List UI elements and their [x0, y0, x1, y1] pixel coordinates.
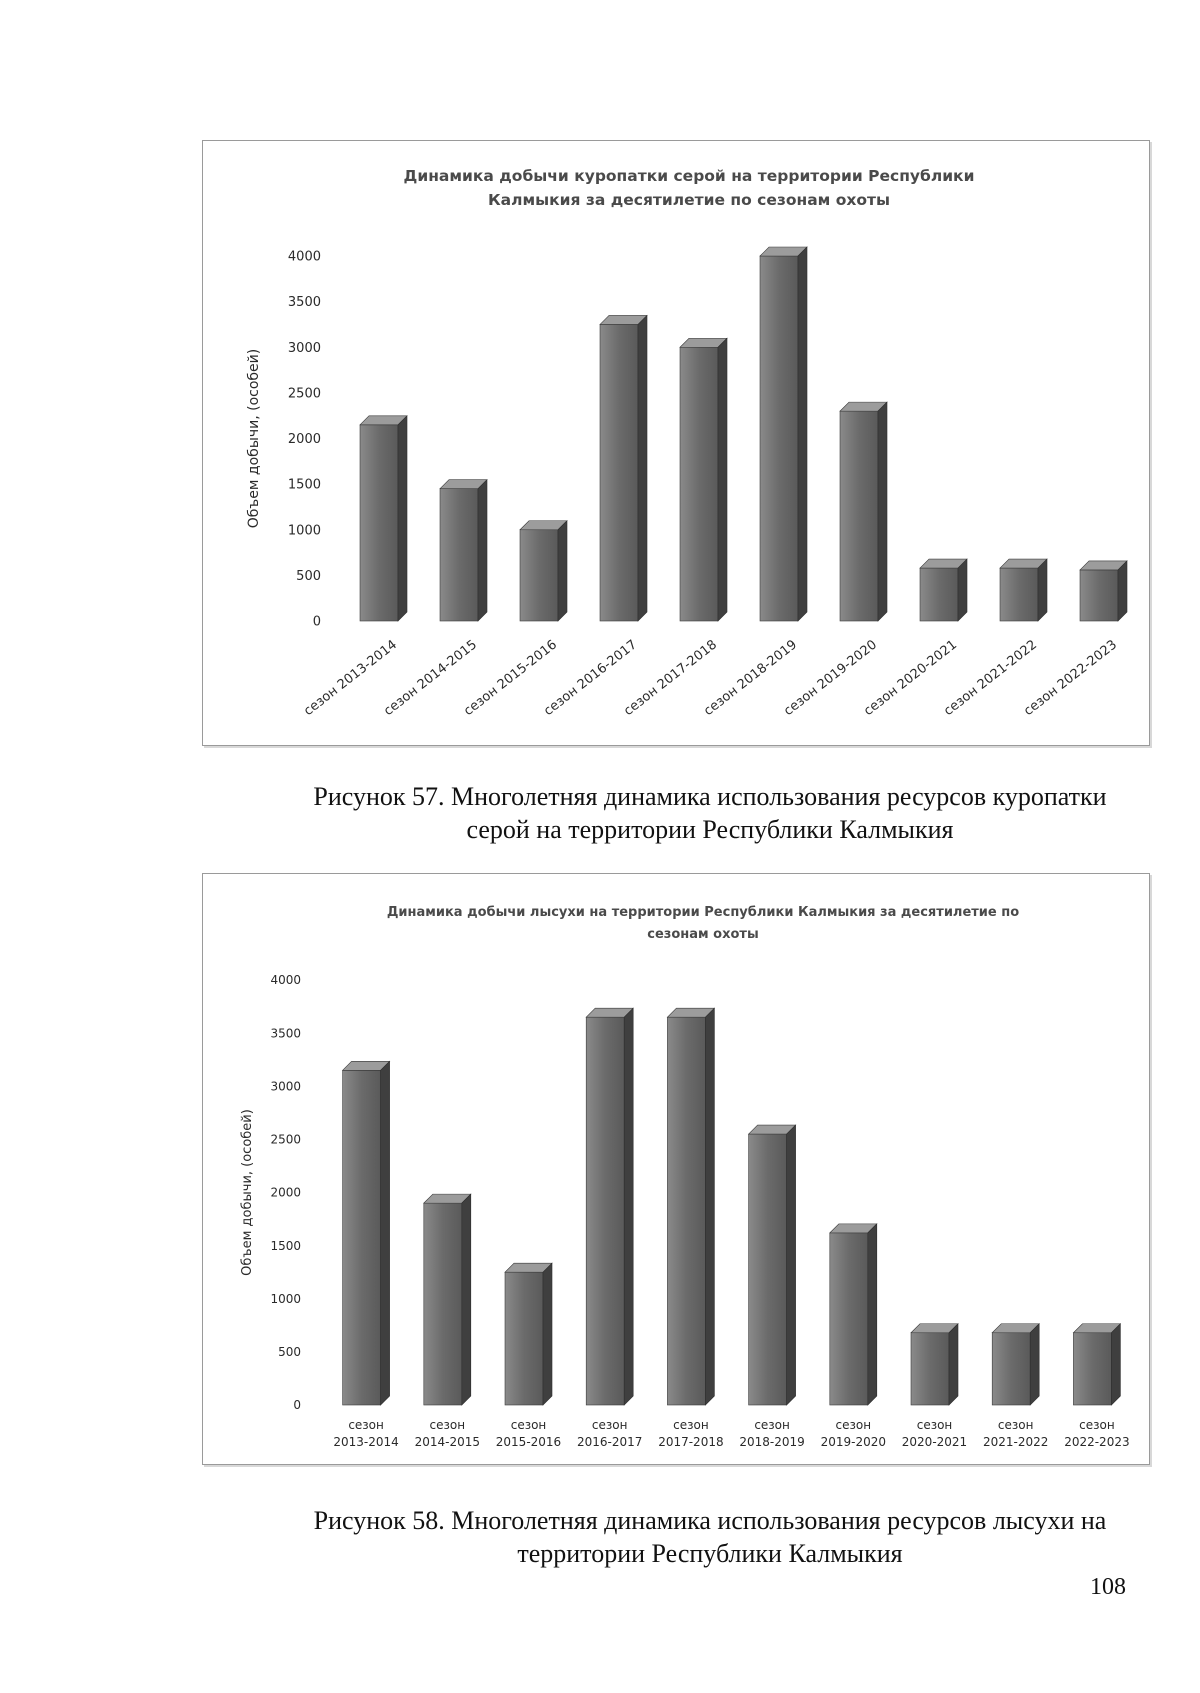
y-tick-label: 0	[293, 1398, 301, 1413]
x-category-label: сезон	[1079, 1418, 1115, 1432]
y-tick-label: 3000	[270, 1079, 301, 1094]
chart-coot-svg	[203, 874, 1149, 1464]
bar	[440, 489, 478, 621]
x-category-label: 2022-2023	[1064, 1435, 1130, 1449]
x-category-label: сезон 2018-2019	[701, 637, 800, 720]
y-tick-label: 2000	[287, 432, 321, 448]
x-category-label: сезон 2021-2022	[941, 637, 1040, 720]
x-category-label: сезон	[673, 1418, 709, 1432]
bar	[600, 324, 638, 621]
bar-side-face	[868, 1224, 877, 1405]
chart-title-line: Динамика добычи куропатки серой на территории Республики	[403, 167, 975, 185]
x-category-label: сезон	[348, 1418, 384, 1432]
y-tick-label: 0	[312, 614, 321, 630]
y-tick-label: 3000	[287, 340, 321, 356]
x-category-label: сезон 2014-2015	[381, 637, 480, 720]
bar	[1073, 1333, 1111, 1405]
x-category-label: сезон 2016-2017	[541, 637, 640, 720]
x-category-label: сезон 2020-2021	[861, 637, 960, 720]
x-category-label: сезон 2019-2020	[781, 637, 880, 720]
bar	[840, 411, 878, 621]
y-tick-label: 2000	[270, 1185, 301, 1200]
bar	[749, 1134, 787, 1405]
bar	[920, 568, 958, 621]
bar-side-face	[798, 247, 807, 621]
figure-58-caption-line-1: Рисунок 58. Многолетняя динамика использования ресурсов лысухи на	[313, 1506, 1107, 1535]
bar	[343, 1070, 381, 1405]
x-category-label: 2013-2014	[333, 1435, 399, 1449]
y-tick-label: 3500	[287, 295, 321, 311]
bar-side-face	[543, 1263, 552, 1405]
bar-side-face	[478, 480, 487, 621]
x-category-label: сезон	[997, 1418, 1034, 1432]
x-category-label: сезон 2013-2014	[301, 637, 400, 720]
bar-side-face	[705, 1008, 714, 1405]
bar-side-face	[462, 1194, 471, 1405]
x-category-label: 2020-2021	[901, 1435, 968, 1449]
bar-side-face	[558, 521, 567, 621]
bar-side-face	[718, 338, 727, 621]
bar-side-face	[1030, 1324, 1039, 1405]
bar	[424, 1203, 462, 1405]
bar-side-face	[878, 402, 887, 621]
bar-side-face	[398, 416, 407, 621]
x-category-label: 2016-2017	[576, 1435, 643, 1449]
chart-partridge-harvest	[202, 140, 1150, 746]
bar	[586, 1017, 624, 1405]
bar	[992, 1333, 1030, 1405]
y-axis-title: Объем добычи, (особей)	[240, 1109, 255, 1276]
y-axis-title: Объем добычи, (особей)	[246, 348, 262, 529]
x-category-label: 2018-2019	[739, 1435, 805, 1449]
y-tick-label: 2500	[287, 386, 321, 402]
bar	[505, 1272, 543, 1405]
y-tick-label: 1000	[270, 1291, 301, 1306]
bar	[667, 1017, 705, 1405]
bar-side-face	[1038, 559, 1047, 621]
bar	[360, 425, 398, 621]
bar-side-face	[1118, 561, 1127, 621]
x-category-label: сезон	[591, 1418, 628, 1432]
bar	[1080, 570, 1118, 621]
y-tick-label: 1000	[287, 523, 321, 539]
x-category-label: 2019-2020	[820, 1435, 887, 1449]
bar-side-face	[638, 315, 647, 621]
chart-title-line: Динамика добычи лысухи на территории Республики Калмыкия за десятилетие по	[386, 905, 1020, 920]
figure-58-caption	[270, 1504, 1150, 1570]
bar-side-face	[381, 1061, 390, 1405]
y-tick-label: 3500	[270, 1026, 301, 1041]
y-tick-label: 1500	[270, 1238, 301, 1253]
x-category-label: сезон	[429, 1418, 466, 1432]
figure-58-caption-line-2: территории Республики Калмыкия	[517, 1539, 903, 1568]
bar	[760, 256, 798, 621]
bar-side-face	[1111, 1324, 1120, 1405]
y-tick-label: 4000	[270, 973, 301, 988]
bar	[911, 1333, 949, 1405]
x-category-label: 2015-2016	[495, 1435, 562, 1449]
chart-partridge-svg	[203, 141, 1149, 745]
x-category-label: сезон	[754, 1418, 790, 1432]
x-category-label: 2017-2018	[658, 1435, 724, 1449]
page-number: 108	[1090, 1574, 1126, 1600]
bar-side-face	[949, 1324, 958, 1405]
x-category-label: сезон	[835, 1418, 872, 1432]
x-category-label: сезон 2017-2018	[621, 637, 720, 720]
y-tick-label: 2500	[270, 1132, 301, 1147]
figure-57-caption-line-1: Рисунок 57. Многолетняя динамика использования ресурсов куропатки	[313, 782, 1107, 811]
bar-side-face	[958, 559, 967, 621]
y-tick-label: 500	[296, 568, 321, 584]
bar-side-face	[624, 1008, 633, 1405]
chart-title-line: Калмыкия за десятилетие по сезонам охоты	[487, 191, 891, 209]
figure-57-caption	[270, 780, 1150, 846]
y-tick-label: 500	[278, 1345, 301, 1360]
y-tick-label: 1500	[287, 477, 321, 493]
x-category-label: сезон	[916, 1418, 953, 1432]
chart-title-line: сезонам охоты	[647, 927, 759, 942]
y-tick-label: 4000	[287, 249, 321, 265]
bar	[680, 347, 718, 621]
chart-coot-harvest	[202, 873, 1150, 1465]
x-category-label: 2021-2022	[982, 1435, 1049, 1449]
bar	[830, 1233, 868, 1405]
figure-57-caption-line-2: серой на территории Республики Калмыкия	[466, 815, 954, 844]
bar-side-face	[787, 1125, 796, 1405]
x-category-label: сезон 2015-2016	[461, 637, 560, 720]
x-category-label: 2014-2015	[414, 1435, 481, 1449]
bar	[520, 530, 558, 621]
x-category-label: сезон 2022-2023	[1021, 637, 1120, 720]
bar	[1000, 568, 1038, 621]
x-category-label: сезон	[510, 1418, 547, 1432]
